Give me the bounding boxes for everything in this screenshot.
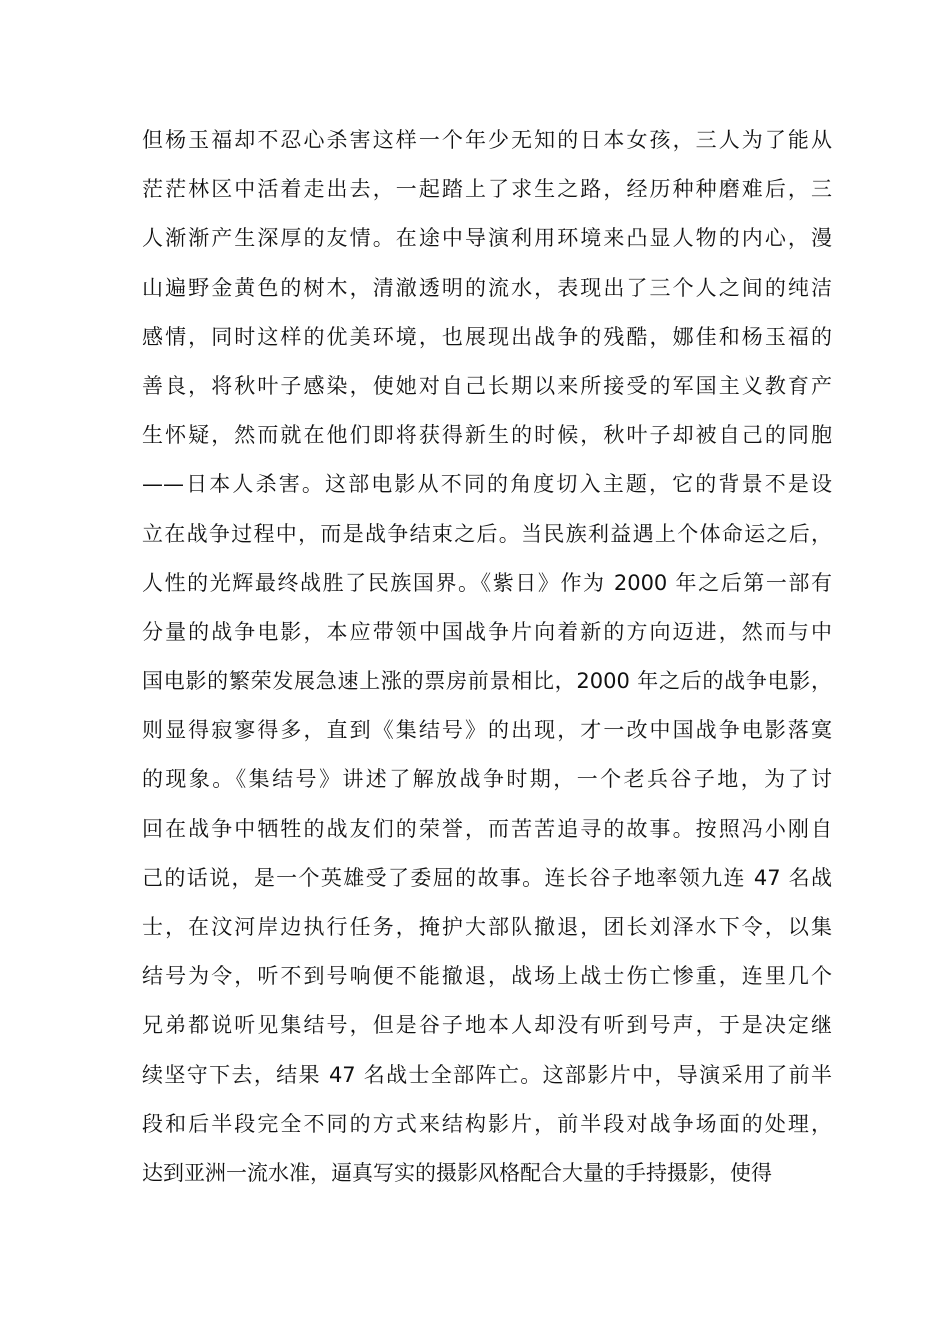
- text-line: 回在战争中牺牲的战友们的荣誉，而苦苦追寻的故事。按照冯小刚自: [142, 816, 832, 841]
- text-line: 茫茫林区中活着走出去，一起踏上了求生之路，经历种种磨难后，三: [142, 177, 832, 202]
- text-line: 立在战争过程中，而是战争结束之后。当民族利益遇上个体命运之后，: [142, 521, 832, 546]
- text-line: 续坚守下去，结果 47 名战士全部阵亡。这部影片中，导演采用了前半: [142, 1062, 832, 1087]
- text-line: 段和后半段完全不同的方式来结构影片，前半段对战争场面的处理，: [142, 1111, 832, 1136]
- text-line: 己的话说，是一个英雄受了委屈的故事。连长谷子地率领九连 47 名战: [142, 865, 832, 890]
- text-line: 山遍野金黄色的树木，清澈透明的流水，表现出了三个人之间的纯洁: [142, 275, 832, 300]
- text-line: 生怀疑，然而就在他们即将获得新生的时候，秋叶子却被自己的同胞: [142, 423, 832, 448]
- text-line: 的现象。《集结号》讲述了解放战争时期，一个老兵谷子地，为了讨: [142, 767, 832, 792]
- text-line: 士，在汶河岸边执行任务，掩护大部队撤退，团长刘泽水下令，以集: [142, 915, 832, 939]
- text-line: 但杨玉福却不忍心杀害这样一个年少无知的日本女孩，三人为了能从: [142, 128, 832, 152]
- text-line: 国电影的繁荣发展急速上涨的票房前景相比，2000 年之后的战争电影，: [142, 669, 832, 694]
- text-line: 感情，同时这样的优美环境，也展现出战争的残酷，娜佳和杨玉福的: [142, 324, 832, 349]
- text-line: 人性的光辉最终战胜了民族国界。《紫日》作为 2000 年之后第一部有: [142, 570, 832, 595]
- text-line: ——日本人杀害。这部电影从不同的角度切入主题，它的背景不是设: [142, 472, 832, 497]
- text-line: 善良，将秋叶子感染，使她对自己长期以来所接受的军国主义教育产: [142, 373, 832, 398]
- text-line: 则显得寂寥得多，直到《集结号》的出现，才一改中国战争电影落寞: [142, 718, 832, 743]
- text-line: 人渐渐产生深厚的友情。在途中导演利用环境来凸显人物的内心，漫: [142, 226, 832, 251]
- text-line: 兄弟都说听见集结号，但是谷子地本人却没有听到号声，于是决定继: [142, 1013, 832, 1038]
- text-line: 分量的战争电影，本应带领中国战争片向着新的方向迈进，然而与中: [142, 619, 832, 644]
- body-text: [142, 116, 832, 1198]
- text-line: 结号为令，听不到号响便不能撤退，战场上战士伤亡惨重，连里几个: [142, 964, 832, 989]
- text-line: 达到亚洲一流水准，逼真写实的摄影风格配合大量的手持摄影，使得: [142, 1160, 772, 1185]
